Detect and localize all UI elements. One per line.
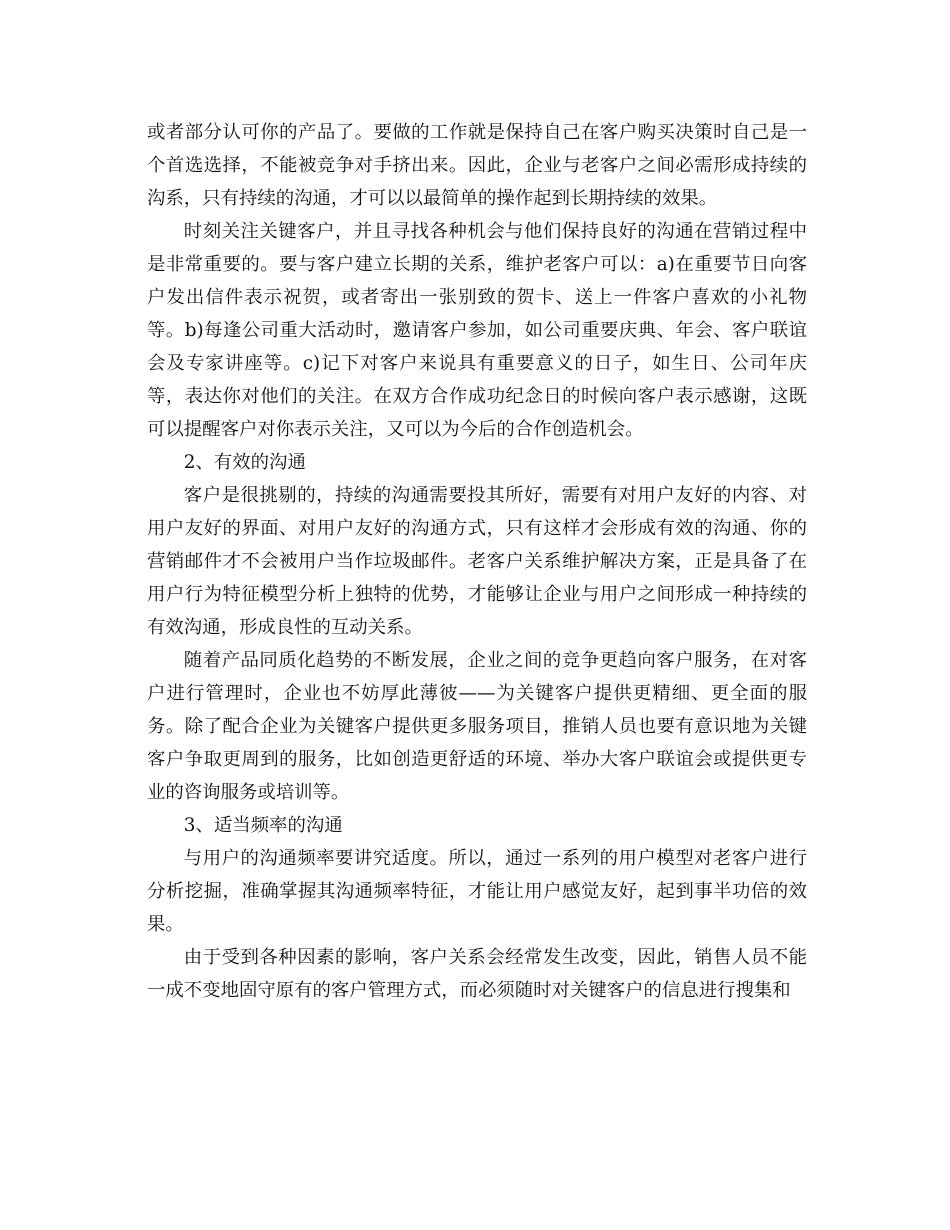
paragraph-product-homogenization: 随着产品同质化趋势的不断发展，企业之间的竞争更趋向客户服务，在对客户进行管理时，企业也不妨厚此薄彼——为关键客户提供更精细、更全面的服务。除了配合企业为关键客户提供更多服务项目，推销人员也要有意识地为关键客户争取更周到的服务，比如创造更舒适的环境、举办大客户联谊会或提供更专业的咨询服务或培训等。 xyxy=(147,650,807,803)
paragraph-frequency-moderation: 与用户的沟通频率要讲究适度。所以，通过一系列的用户模型对老客户进行分析挖掘，准确掌握其沟通频率特征，才能让用户感觉友好，起到事半功倍的效果。 xyxy=(147,848,807,935)
paragraph-key-customers: 时刻关注关键客户，并且寻找各种机会与他们保持良好的沟通在营销过程中是非常重要的。要与客户建立长期的关系，维护老客户可以：a)在重要节日向客户发出信件表示祝贺，或者寄出一张别致的贺卡、送上一件客户喜欢的小礼物等。b)每逢公司重大活动时，邀请客户参加，如公司重要庆典、年会、客户联谊会及专家讲座等。c)记下对客户来说具有重要意义的日子，如生日、公司年庆等，表达你对他们的关注。在双方合作成功纪念日的时候向客户表示感谢，这既可以提醒客户对你表示关注，又可以为今后的合作创造机会。 xyxy=(147,221,807,440)
section-heading-communication-frequency: 3、适当频率的沟通 xyxy=(183,815,343,836)
paragraph-continuation: 或者部分认可你的产品了。要做的工作就是保持自己在客户购买决策时自己是一个首选选择，不能被竞争对手挤出来。因此，企业与老客户之间必需形成持续的沟系，只有持续的沟通，才可以以最简单的操作起到长期持续的效果。 xyxy=(147,122,807,209)
section-heading-effective-communication: 2、有效的沟通 xyxy=(183,452,306,473)
paragraph-picky-customers: 客户是很挑剔的，持续的沟通需要投其所好，需要有对用户友好的内容、对用户友好的界面、对用户友好的沟通方式，只有这样才会形成有效的沟通、你的营销邮件才不会被用户当作垃圾邮件。老客户关系维护解决方案，正是具备了在用户行为特征模型分析上独特的优势，才能够让企业与用户之间形成一种持续的有效沟通，形成良性的互动关系。 xyxy=(147,485,807,638)
paragraph-relationship-changes: 由于受到各种因素的影响，客户关系会经常发生改变，因此，销售人员不能一成不变地固守原有的客户管理方式，而必须随时对关键客户的信息进行搜集和 xyxy=(147,947,807,1001)
document-body xyxy=(147,116,807,1007)
